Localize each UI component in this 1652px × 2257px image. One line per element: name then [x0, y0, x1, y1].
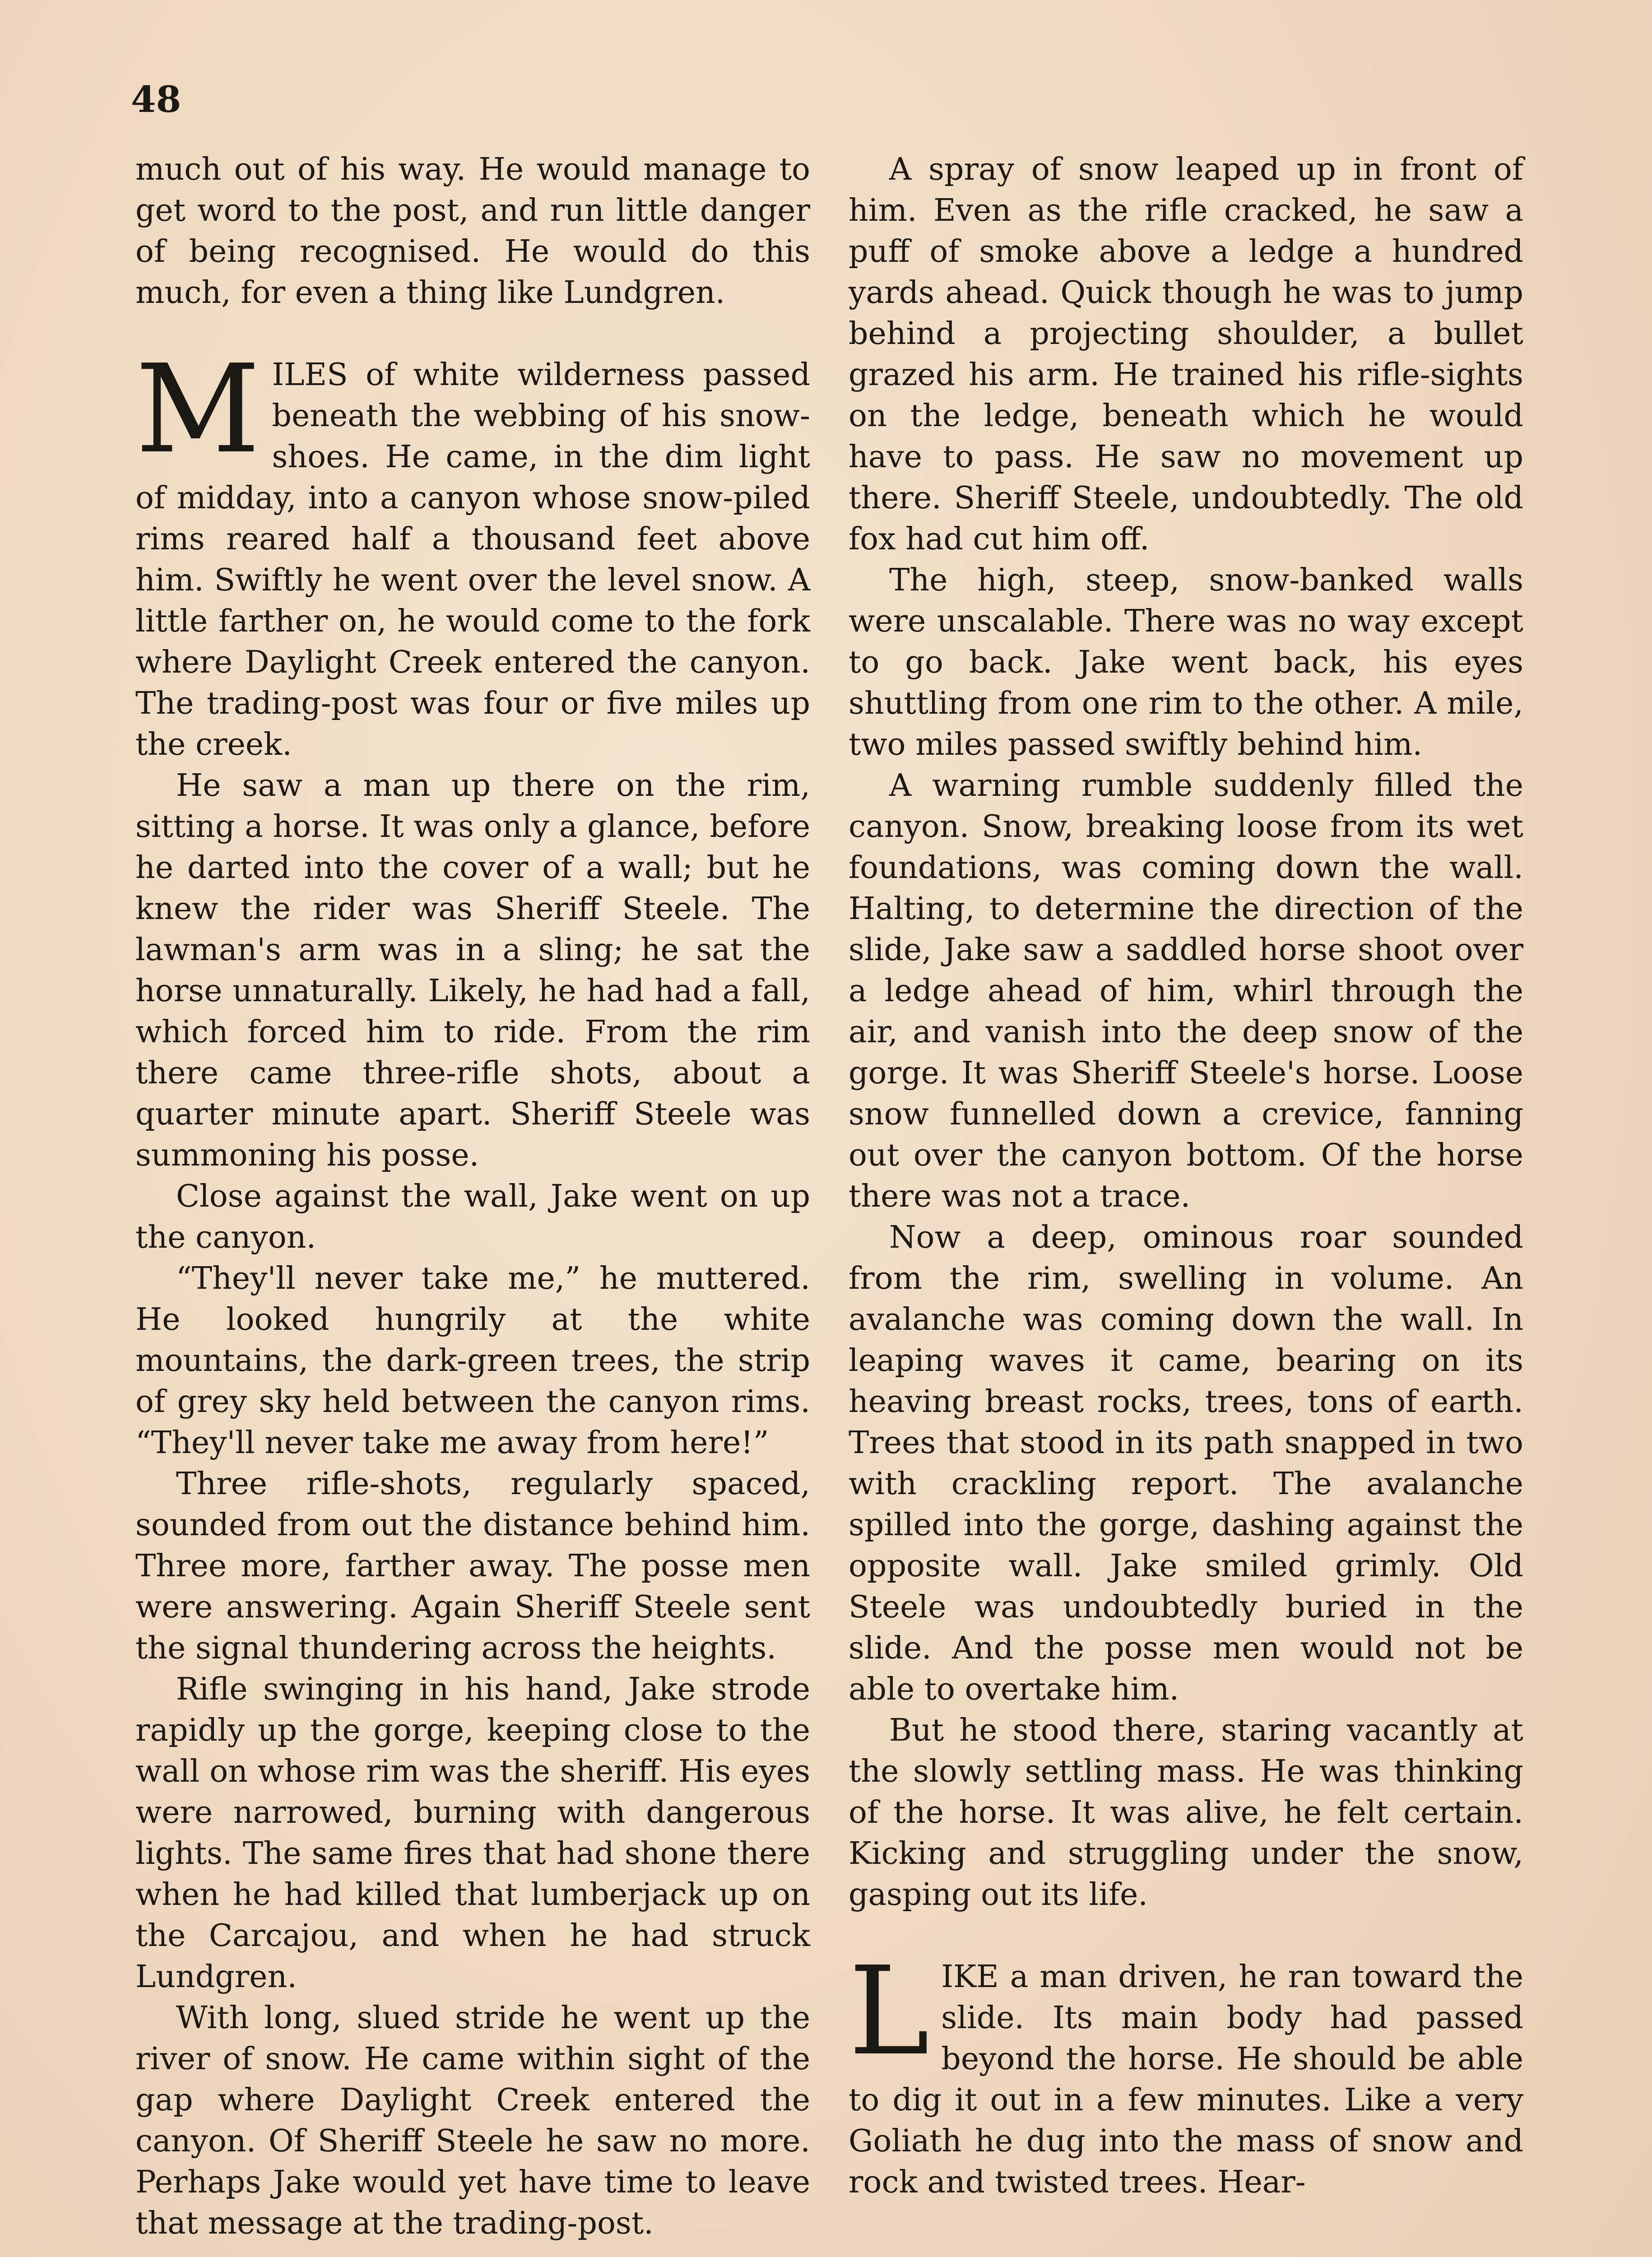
- section-text: IKE a man driven, he ran toward the slide. Its main body had passed beyond the horse. He should be able to dig it out in a few minutes. Like a very Goliath he dug into the mass of snow and rock and twisted trees. Hear-: [849, 1959, 1523, 2200]
- section-text: ILES of white wilderness passed beneath the webbing of his snow-shoes. He came, in the dim light of midday, into a canyon whose snow-piled rims reared half a thousand feet above him. Swiftly he went over the level snow. A little farther on, he would come to the fork where Daylight Creek entered the canyon. The trading-post was four or five miles up the creek.: [135, 357, 810, 762]
- paragraph: A warning rumble suddenly filled the canyon. Snow, breaking loose from its wet foundations, was coming down the wall. Halting, to determine the direction of the slide, Jake saw a saddled horse shoot over a ledge ahead of him, whirl through the air, and vanish into the deep snow of the gorge. It was Sheriff Steele's horse. Loose snow funnelled down a crevice, fanning out over the canyon bottom. Of the horse there was not a trace.: [849, 768, 1523, 1214]
- drop-cap: M: [135, 338, 260, 480]
- paragraph: But he stood there, staring vacantly at the slowly settling mass. He was thinking of the horse. It was alive, he felt certain. Kicking and struggling under the snow, gasping out its life.: [849, 1713, 1523, 1913]
- section-paragraph: [135, 338, 810, 765]
- paragraph: Now a deep, ominous roar sounded from the rim, swelling in volume. An avalanche was coming down the wall. In leaping waves it came, bearing on its heaving breast rocks, trees, tons of earth. Trees that stood in its path snapped in two with crackling report. The avalanche spilled into the gorge, dashing against the opposite wall. Jake smiled grimly. Old Steele was undoubtedly buried in the slide. And the posse men would not be able to overtake him.: [849, 1220, 1523, 1707]
- paragraph: Three rifle-shots, regularly spaced, sounded from out the distance behind him. Three more, farther away. The posse men were answering. Again Sheriff Steele sent the signal thundering across the heights.: [135, 1466, 810, 1666]
- left-column: [135, 149, 810, 2244]
- paragraph: He saw a man up there on the rim, sitting a horse. It was only a glance, before he darted into the cover of a wall; but he knew the rider was Sheriff Steele. The lawman's arm was in a sling; he sat the horse unnaturally. Likely, he had had a fall, which forced him to ride. From the rim there came three-rifle shots, about a quarter minute apart. Sheriff Steele was summoning his posse.: [135, 768, 810, 1173]
- paragraph: Rifle swinging in his hand, Jake strode rapidly up the gorge, keeping close to the wall on whose rim was the sheriff. His eyes were narrowed, burning with dangerous lights. The same fires that had shone there when he had killed that lumberjack up on the Carcajou, and when he had struck Lundgren.: [135, 1672, 810, 1995]
- paragraph: “They'll never take me,” he muttered. He looked hungrily at the white mountains, the dark-green trees, the strip of grey sky held between the canyon rims. “They'll never take me away from here!”: [135, 1261, 810, 1461]
- paragraph: A spray of snow leaped up in front of him. Even as the rifle cracked, he saw a puff of smoke above a ledge a hundred yards ahead. Quick though he was to jump behind a projecting shoulder, a bullet grazed his arm. He trained his rifle-sights on the ledge, beneath which he would have to pass. He saw no movement up there. Sheriff Steele, undoubtedly. The old fox had cut him off.: [849, 152, 1523, 557]
- paragraph: The high, steep, snow-banked walls were unscalable. There was no way except to go back. Jake went back, his eyes shuttling from one rim to the other. A mile, two miles passed swiftly behind him.: [849, 562, 1523, 762]
- paragraph: Close against the wall, Jake went on up the canyon.: [135, 1179, 810, 1255]
- section-paragraph: [849, 1940, 1523, 2203]
- drop-cap: L: [849, 1940, 930, 2082]
- paragraph: much out of his way. He would manage to get word to the post, and run little danger of being recognised. He would do this much, for even a thing like Lundgren.: [135, 152, 810, 311]
- right-column: [849, 149, 1523, 2203]
- page-number: 48: [131, 78, 181, 121]
- paragraph: With long, slued stride he went up the river of snow. He came within sight of the gap where Daylight Creek entered the canyon. Of Sheriff Steele he saw no more. Perhaps Jake would yet have time to leave that message at the trading-post.: [135, 2000, 810, 2241]
